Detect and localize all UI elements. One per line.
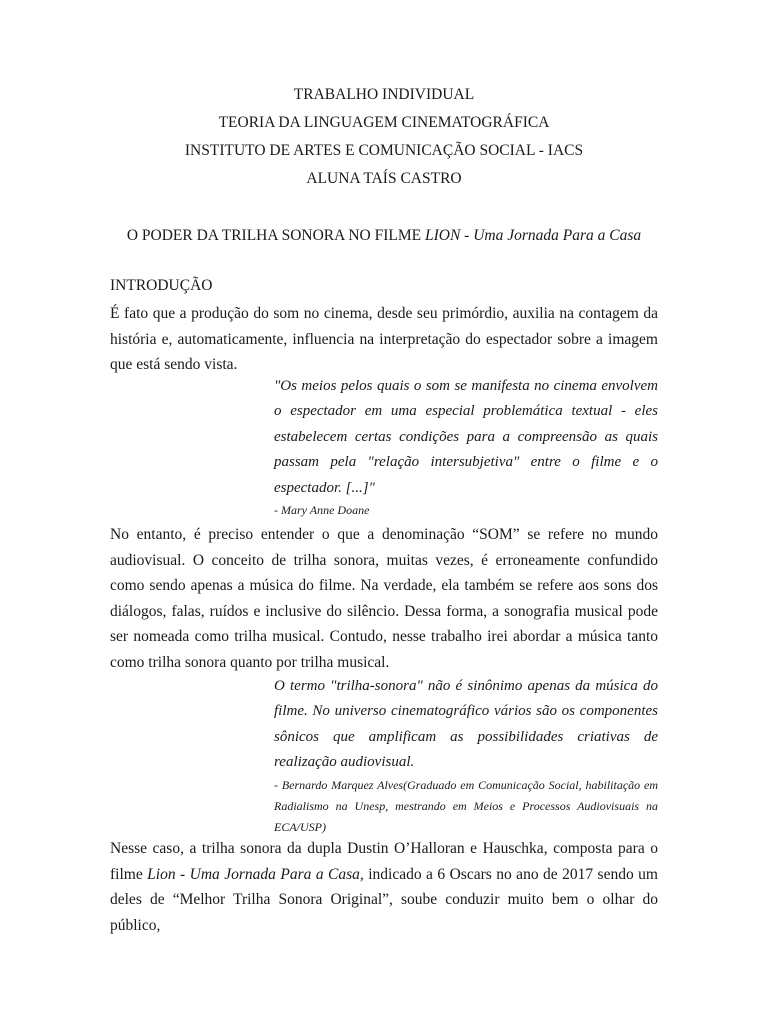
section-heading: INTRODUÇÃO xyxy=(110,277,213,294)
quote-2-attribution: - Bernardo Marquez Alves(Graduado em Comunicação Social, habilitação em Radialismo na Unesp, mestrando em Meios e Processos Audiovisuais na ECA/USP) xyxy=(274,778,658,834)
header-line-4: ALUNA TAÍS CASTRO xyxy=(306,170,462,187)
paragraph-3-part-2: indicado a 6 Oscars no ano de 2017 sendo um deles de “Melhor Trilha Sonora Original”, soube conduzir muito bem o olhar do público, xyxy=(110,865,658,934)
header-line-3: INSTITUTO DE ARTES E COMUNICAÇÃO SOCIAL - IACS xyxy=(184,142,584,159)
title-film: LION xyxy=(424,227,461,244)
title-prefix: O PODER DA TRILHA SONORA NO FILME xyxy=(126,227,425,244)
paragraph-3 xyxy=(110,836,658,938)
quote-1-attribution: - Mary Anne Doane xyxy=(274,503,370,517)
paragraph-2: No entanto, é preciso entender o que a denominação “SOM” se refere no mundo audiovisual. O conceito de trilha sonora, muitas vezes, é erroneamente confundido como sendo apenas a música do filme. Na verdade, ela também se refere aos sons dos diálogos, falas, ruídos e inclusive do silêncio. Dessa forma, a sonografia musical pode ser nomeada como trilha musical. Contudo, nesse trabalho irei abordar a música tanto como trilha sonora quanto por trilha musical. xyxy=(110,526,658,671)
header-line-1: TRABALHO INDIVIDUAL xyxy=(293,86,475,103)
paragraph-3-part-1: Nesse caso, a trilha sonora da dupla Dustin O’Halloran e Hauschka, composta para o filme xyxy=(110,840,658,883)
document-title xyxy=(0,227,768,245)
block-quote-2: O termo "trilha-sonora" não é sinônimo apenas da música do filme. No universo cinematográfico vários são os componentes sônicos que amplificam as possibilidades criativas de realização audiovisual. xyxy=(274,678,658,771)
header-line-2: TEORIA DA LINGUAGEM CINEMATOGRÁFICA xyxy=(218,114,550,131)
block-quote-1: "Os meios pelos quais o som se manifesta no cinema envolvem o espectador em uma especial problemática textual - eles estabelecem certas condições para a compreensão as quais passam pela "relação intersubjetiva" entre o filme e o espectador. [...]" xyxy=(274,378,658,496)
paragraph-1: É fato que a produção do som no cinema, desde seu primórdio, auxilia na contagem da história e, automaticamente, influencia na interpretação do espectador sobre a imagem que está sendo vista. xyxy=(110,305,658,374)
paragraph-3-film: Lion - Uma Jornada Para a Casa, xyxy=(147,865,364,883)
title-suffix: - Uma Jornada Para a Casa xyxy=(460,227,642,244)
